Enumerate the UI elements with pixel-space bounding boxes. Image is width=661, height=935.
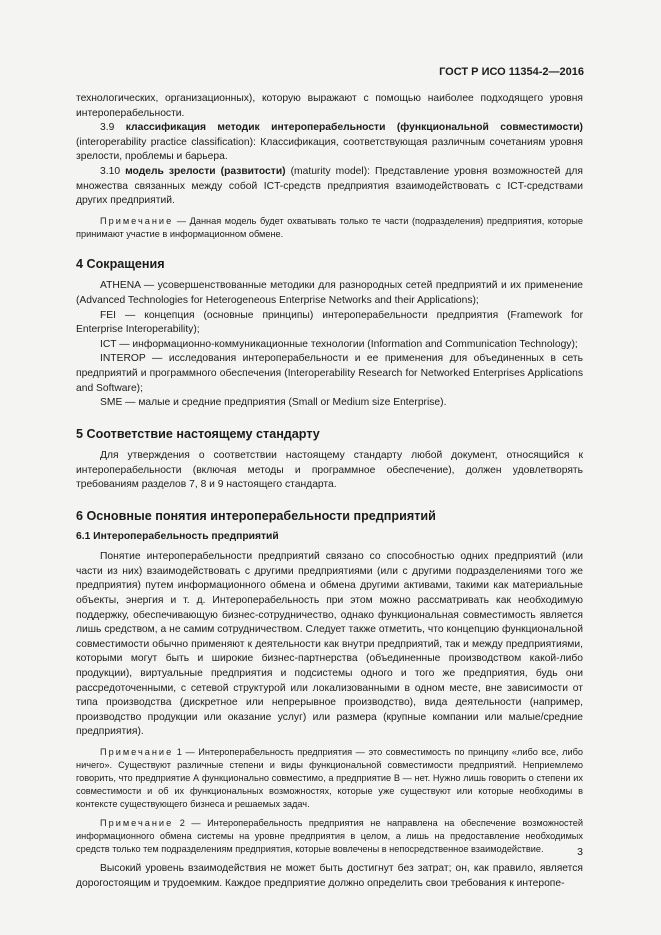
note-label: Примечание [100, 215, 174, 226]
note-label: Примечание [100, 746, 174, 757]
section-4-title: 4 Сокращения [76, 256, 165, 271]
note-text: — Данная модель будет охватывать только те части (подразделения) предприятия, которые принимают участие в информационном обмене. [76, 215, 583, 239]
term-number: 3.10 [100, 165, 121, 177]
term-text: (maturity model): Представление уровня возможностей для множества связанных между собой ICT-средств предприятия взаимодействовать с ICT-средствами других предприятий. [76, 165, 583, 207]
term-number: 3.9 [100, 122, 115, 134]
intro-continuation: технологических, организационных), которую выражают с помощью наиболее подходящего уровня интероперабельности. [76, 93, 583, 119]
subsection-6-1-title: 6.1 Интероперабельность предприятий [76, 530, 279, 542]
document-header: ГОСТ Р ИСО 11354-2—2016 [439, 66, 584, 78]
section-6-para-2: Высокий уровень взаимодействия не может быть достигнут без затрат; он, как правило, является дорогостоящим и трудоемким. Каждое предприятие должно определить свои требования к интеропе- [76, 862, 583, 889]
note-6-2 [76, 817, 583, 856]
abbr-item: SME — малые и средние предприятия (Small or Medium size Enterprise). [100, 397, 447, 409]
abbr-item: ICT — информационно-коммуникационные технологии (Information and Communication Technology); [100, 338, 578, 350]
section-5-text: Для утверждения о соответствии настоящему стандарту любой документ, относящийся к интероперабельности (включая методы и программное обеспечение), должен удовлетворять требованиям разделов 7, 8 и 9 настоящего стандарта. [76, 450, 583, 491]
document-content [76, 92, 583, 891]
term-title: модель зрелости (развитости) [125, 165, 286, 177]
page-number: 3 [577, 846, 583, 858]
note-text: 2 — Интероперабельность предприятия не направлена на обеспечение возможностей информационного обмена системы на уровне предприятия в целом, а лишь на предоставление необходимых средств только тем подразделениям предприятия, которые вовлечены в непосредственное взаимодействие. [76, 817, 583, 854]
abbr-item: ATHENA — усовершенствованные методики для разнородных сетей предприятий и их применение (Advanced Technologies for Heterogeneous Enterprise Networks and their Applications); [76, 280, 583, 306]
note-3-10 [76, 215, 583, 241]
abbr-item: FEI — концепция (основные принципы) интероперабельности предприятия (Framework for Enterprise Interoperability); [76, 309, 583, 336]
term-3-9 [76, 121, 583, 165]
note-label: Примечание [100, 817, 174, 828]
note-text: 1 — Интероперабельность предприятия — это совместимость по принципу «либо все, либо ничего». Существуют различные степени и виды функциональной совместимости предприятий. Неприемлемо говорить, что предприятие А функционально совместимо, а предприятие В — нет. Нужно лишь говорить о степени их совместимости и об их функциональных возможностях, которые уже существуют или которые необходимы в контексте существующего бизнеса и решаемых задач. [76, 746, 583, 809]
note-6-1 [76, 746, 583, 811]
section-5-title: 5 Соответствие настоящему стандарту [76, 426, 320, 441]
term-3-10 [76, 165, 583, 209]
term-title: классификация методик интероперабельности (функциональной совместимости) [125, 122, 583, 134]
abbr-item: INTEROP — исследования интероперабельности и ее применения для объединенных в сеть предприятий и программного обеспечения (Interoperability Research for Networked Enterprises Applications and Software); [76, 353, 583, 394]
term-text: (interoperability practice classification): Классификация, соответствующая различным сочетаниям уровня зрелости, проблемы и барьера. [76, 136, 583, 163]
section-6-title: 6 Основные понятия интероперабельности предприятий [76, 509, 436, 524]
section-6-para-1: Понятие интероперабельности предприятий связано со способностью одних предприятий (или части из них) взаимодействовать с другими предприятиями (или с другими подразделениями того же предприятия) путем информационного обмена и обмена другими активами, такими как материальные объекты, энергия и т. д. Интероперабельность при этом можно рассматривать как необходимую поддержку, обеспечивающую бизнес-сотрудничество, однако функциональная совместимость является лишь средством, а не самим сотрудничеством. Следует также отметить, что концепцию функциональной совместимости обычно применяют к деятельности как внутри предприятий, так и между предприятиями, которыми могут быть и широкие бизнес-партнерства (объединенные производством какой-либо продукции), виртуальные предприятия и подсистемы одного и того же предприятия, будь они рассредоточенными, с сетевой структурой или локализованными в одном месте, вне зависимости от типа производства (дискретное или непрерывное производство), вида деятельности (например, производство продукции или оказание услуг) или размера (крупные компании или малые/средние предприятия). [76, 551, 583, 738]
